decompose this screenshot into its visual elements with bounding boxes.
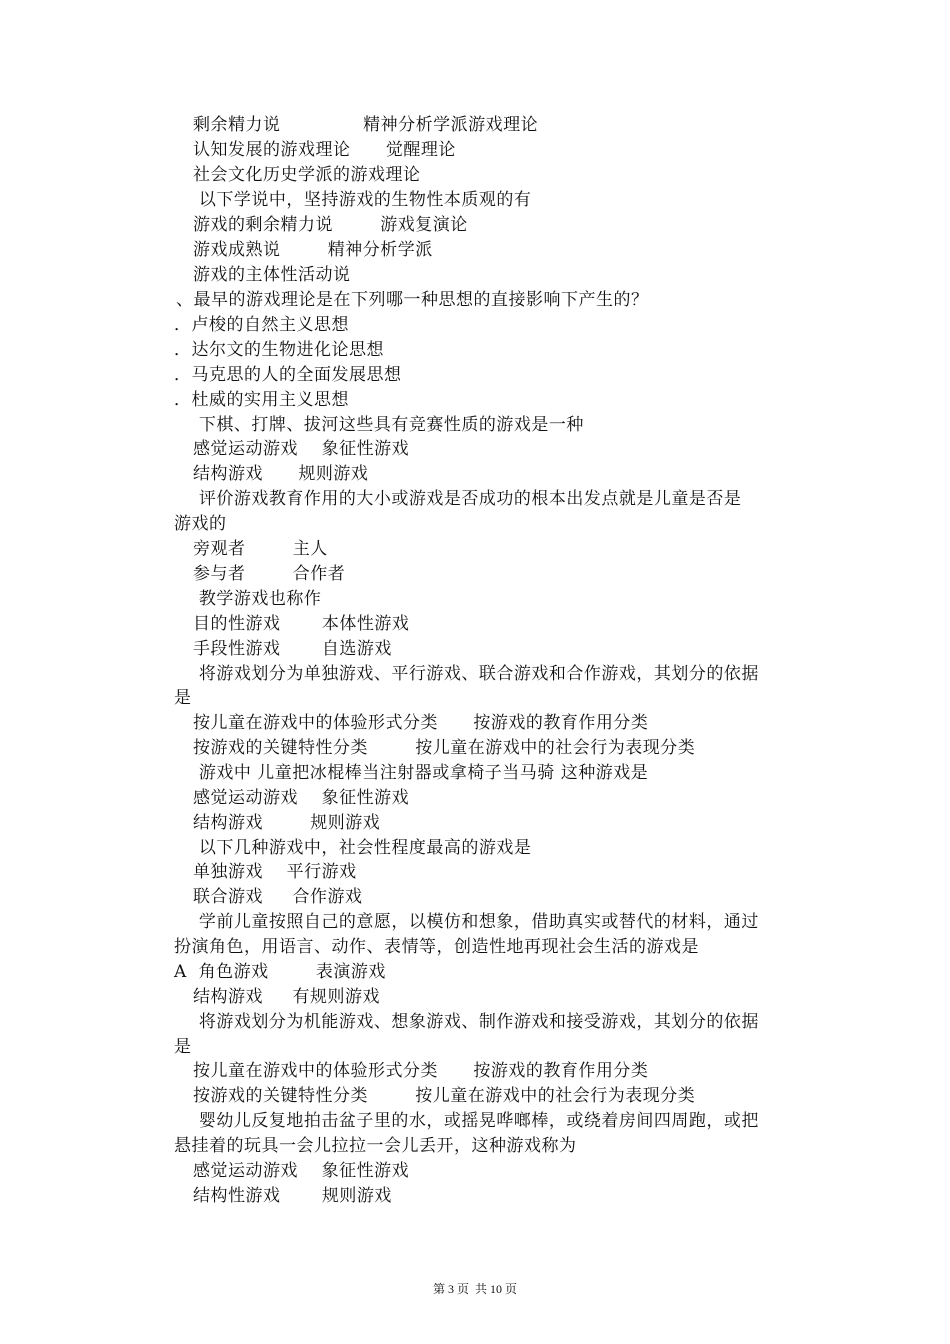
option-line: 联合游戏 合作游戏 — [193, 887, 363, 907]
option-line: 目的性游戏 本体性游戏 — [193, 614, 410, 634]
option-line: 按游戏的关键特性分类 按儿童在游戏中的社会行为表现分类 — [193, 1086, 696, 1106]
question-line: 将游戏划分为单独游戏、平行游戏、联合游戏和合作游戏，其划分的依据 — [193, 664, 759, 684]
option-line: 感觉运动游戏 象征性游戏 — [193, 1161, 410, 1181]
option-line: ．马克思的人的全面发展思想 — [174, 365, 402, 385]
question-line: 学前儿童按照自己的意愿，以模仿和想象，借助真实或替代的材料，通过 — [193, 912, 759, 932]
option-line: ．卢梭的自然主义思想 — [174, 315, 349, 335]
question-line: 游戏中 儿童把冰棍棒当注射器或拿椅子当马骑 这种游戏是 — [193, 763, 649, 783]
text-line: 认知发展的游戏理论 觉醒理论 — [193, 140, 456, 160]
question-line: 、最早的游戏理论是在下列哪一种思想的直接影响下产生的？ — [176, 290, 649, 310]
option-line: 旁观者 主人 — [193, 539, 328, 559]
option-line: 游戏的剩余精力说 游戏复演论 — [193, 215, 468, 235]
option-line: ．杜威的实用主义思想 — [174, 390, 349, 410]
question-line: 教学游戏也称作 — [193, 589, 322, 609]
option-line: 结构游戏 规则游戏 — [193, 464, 369, 484]
text-line: 社会文化历史学派的游戏理论 — [193, 165, 421, 185]
question-line: 游戏的 — [174, 514, 227, 534]
option-line: 结构性游戏 规则游戏 — [193, 1186, 392, 1206]
option-line: 按儿童在游戏中的体验形式分类 按游戏的教育作用分类 — [193, 713, 649, 733]
option-line: 游戏成熟说 精神分析学派 — [193, 240, 433, 260]
option-line: 感觉运动游戏 象征性游戏 — [193, 788, 410, 808]
option-line: 结构游戏 规则游戏 — [193, 813, 381, 833]
text-line: 剩余精力说 精神分析学派游戏理论 — [193, 115, 539, 135]
question-line: 评价游戏教育作用的大小或游戏是否成功的根本出发点就是儿童是否是 — [193, 489, 742, 509]
option-line: 结构游戏 有规则游戏 — [193, 987, 381, 1007]
option-line: 感觉运动游戏 象征性游戏 — [193, 439, 410, 459]
option-line: 按游戏的关键特性分类 按儿童在游戏中的社会行为表现分类 — [193, 738, 696, 758]
question-line: 以下几种游戏中，社会性程度最高的游戏是 — [193, 838, 532, 858]
question-line: 以下学说中，坚持游戏的生物性本质观的有 — [193, 190, 532, 210]
question-line: 是 — [174, 688, 192, 708]
question-line: 下棋、打牌、拔河这些具有竞赛性质的游戏是一种 — [193, 415, 584, 435]
option-line: A 角色游戏 表演游戏 — [174, 962, 386, 982]
question-line: 婴幼儿反复地拍击盆子里的水，或摇晃哗啷棒，或绕着房间四周跑，或把 — [193, 1111, 759, 1131]
page-number-footer: 第 3 页 共 10 页 — [432, 1282, 517, 1296]
option-line: 游戏的主体性活动说 — [193, 265, 351, 285]
option-line: 参与者 合作者 — [193, 564, 346, 584]
option-line: 手段性游戏 自选游戏 — [193, 639, 392, 659]
question-line: 是 — [174, 1037, 192, 1057]
question-line: 将游戏划分为机能游戏、想象游戏、制作游戏和接受游戏，其划分的依据 — [193, 1012, 759, 1032]
option-line: 按儿童在游戏中的体验形式分类 按游戏的教育作用分类 — [193, 1061, 649, 1081]
option-line: ．达尔文的生物进化论思想 — [174, 340, 384, 360]
question-line: 悬挂着的玩具一会儿拉拉一会儿丢开，这种游戏称为 — [174, 1136, 577, 1156]
option-line: 单独游戏 平行游戏 — [193, 862, 357, 882]
question-line: 扮演角色，用语言、动作、表情等，创造性地再现社会生活的游戏是 — [174, 937, 699, 957]
